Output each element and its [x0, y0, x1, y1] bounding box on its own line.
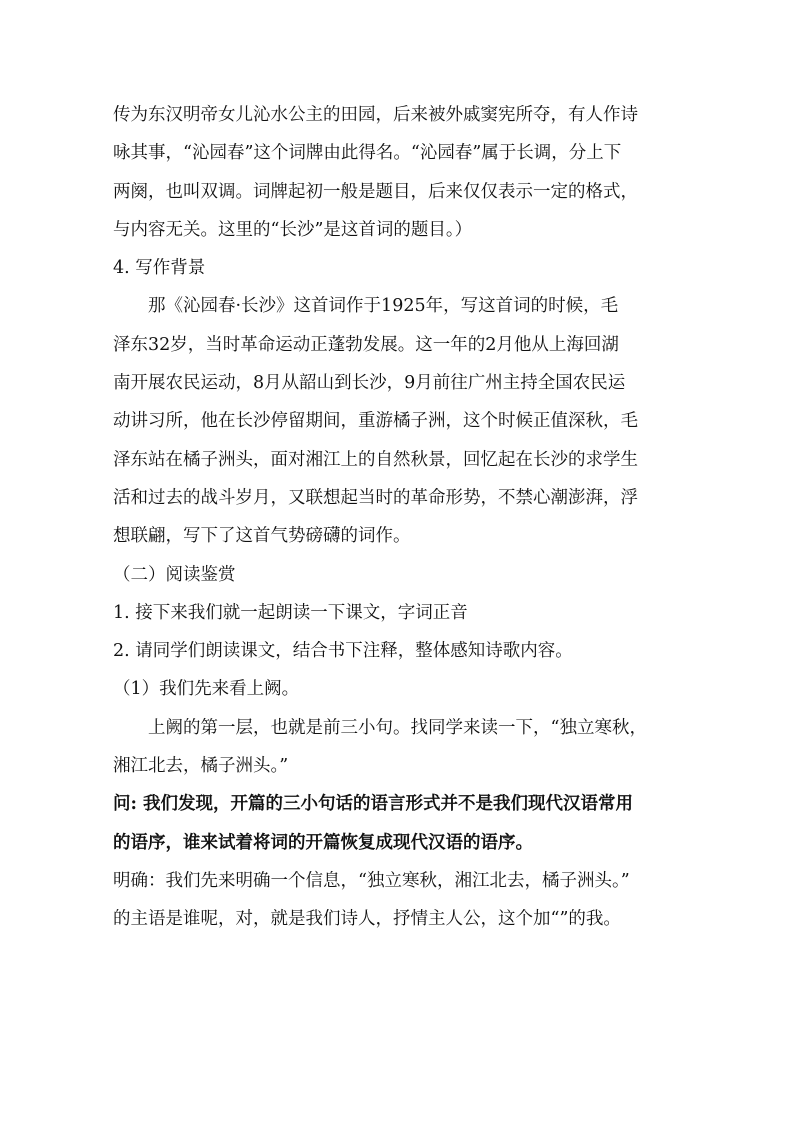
text-line: 2. 请同学们朗读课文，结合书下注释，整体感知诗歌内容。	[113, 641, 573, 662]
text-line: 与内容无关。这里的“长沙”是这首词的题目。）	[113, 219, 473, 240]
text-line: 上阙的第一层，也就是前三小句。找同学来读一下，“独立寒秋，	[148, 717, 647, 738]
text-line: 的语序，谁来试着将词的开篇恢复成现代汉语的语序。	[113, 832, 533, 853]
text-line: 明确：我们先来明确一个信息，“独立寒秋，湘江北去，橘子洲头。”	[113, 870, 630, 891]
text-line: 泽东站在橘子洲头，面对湘江上的自然秋景，回忆起在长沙的求学生	[113, 449, 638, 470]
text-line: 活和过去的战斗岁月，又联想起当时的革命形势，不禁心潮澎湃，浮	[113, 487, 638, 508]
text-line: 4. 写作背景	[113, 258, 206, 279]
text-line: 传为东汉明帝女儿沁水公主的田园，后来被外戚窦宪所夺，有人作诗	[113, 105, 638, 125]
text-line: 的主语是谁呢，对，就是我们诗人，抒情主人公，这个加“”的我。	[113, 909, 621, 930]
document-body	[113, 96, 683, 939]
text-line: 泽东32岁，当时革命运动正蓬勃发展。这一年的2月他从上海回湖	[113, 334, 619, 355]
text-line: 想联翩，写下了这首气势磅礴的词作。	[113, 526, 411, 547]
text-line: 问: 我们发现，开篇的三小句话的语言形式并不是我们现代汉语常用	[113, 794, 634, 815]
text-line: 那《沁园春·长沙》这首词作于1925年，写这首词的时候，毛	[148, 296, 619, 317]
text-line: 1. 接下来我们就一起朗读一下课文，字词正音	[113, 602, 468, 623]
text-line: 动讲习所，他在长沙停留期间，重游橘子洲，这个时候正值深秋，毛	[113, 411, 638, 432]
text-line: 湘江北去，橘子洲头。”	[113, 756, 289, 777]
text-line: （1）我们先来看上阙。	[113, 679, 300, 700]
text-line: （二）阅读鉴赏	[113, 564, 236, 585]
text-line: 南开展农民运动，8月从韶山到长沙，9月前往广州主持全国农民运	[113, 373, 626, 394]
text-line: 两阕，也叫双调。词牌起初一般是题目，后来仅仅表示一定的格式，	[113, 181, 638, 202]
text-line: 咏其事，“沁园春”这个词牌由此得名。“沁园春”属于长调，分上下	[113, 143, 622, 164]
